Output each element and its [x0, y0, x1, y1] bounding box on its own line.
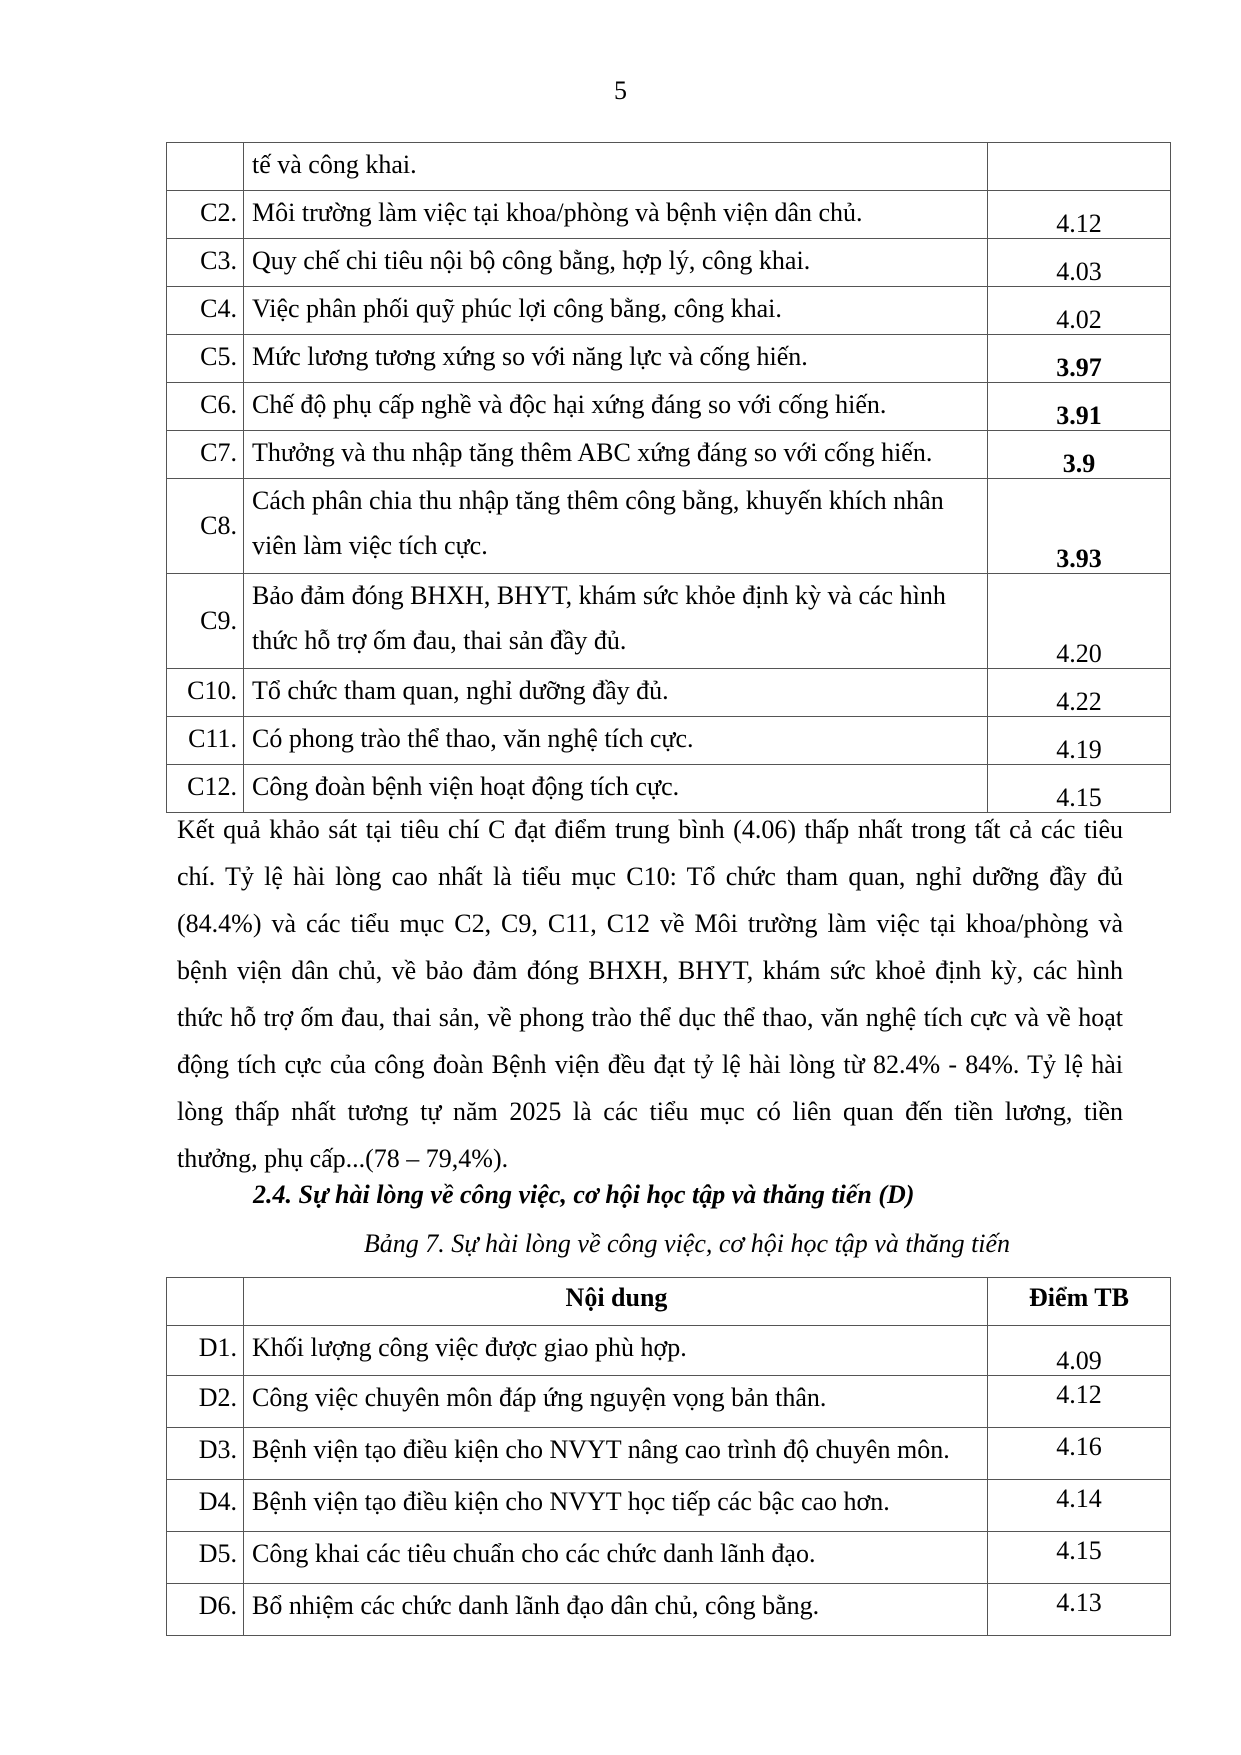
item-score: 3.91 — [988, 383, 1171, 431]
item-code: C9. — [167, 574, 244, 669]
item-score — [988, 143, 1171, 191]
table-row — [167, 1326, 1171, 1376]
results-paragraph: Kết quả khảo sát tại tiêu chí C đạt điểm trung bình (4.06) thấp nhất trong tất cả các tiêu chí. Tỷ lệ hài lòng cao nhất là tiểu mục C10: Tổ chức tham quan, nghỉ dưỡng đầy đủ (84.4%) và các tiểu mục C2, C9, C11, C12 về Môi trường làm việc tại khoa/phòng và bệnh viện dân chủ, về bảo đảm đóng BHXH, BHYT, khám sức khoẻ định kỳ, các hình thức hỗ trợ ốm đau, thai sản, về phong trào thể dục thể thao, văn nghệ tích cực và về hoạt động tích cực của công đoàn Bệnh viện đều đạt tỷ lệ hài lòng từ 82.4% - 84%. Tỷ lệ hài lòng thấp nhất tương tự năm 2025 là các tiểu mục có liên quan đến tiền lương, tiền thưởng, phụ cấp...(78 – 79,4%). — [177, 815, 1123, 1173]
item-content: Bệnh viện tạo điều kiện cho NVYT nâng cao trình độ chuyên môn. — [244, 1428, 988, 1480]
item-content: Việc phân phối quỹ phúc lợi công bằng, công khai. — [244, 287, 988, 335]
table-row — [167, 383, 1171, 431]
table-row — [167, 191, 1171, 239]
table-row — [167, 1584, 1171, 1636]
item-code: C6. — [167, 383, 244, 431]
item-score: 4.16 — [988, 1428, 1171, 1480]
item-score: 4.12 — [988, 191, 1171, 239]
item-code: D6. — [167, 1584, 244, 1636]
item-score: 3.93 — [988, 479, 1171, 574]
item-content: tế và công khai. — [244, 143, 988, 191]
criteria-c-table — [166, 142, 1171, 813]
item-code: D4. — [167, 1480, 244, 1532]
item-score: 4.15 — [988, 1532, 1171, 1584]
item-code: D1. — [167, 1326, 244, 1376]
item-content-line: Bảo đảm đóng BHXH, BHYT, khám sức khỏe định kỳ và các hình — [252, 581, 946, 610]
item-content: Mức lương tương xứng so với năng lực và cống hiến. — [244, 335, 988, 383]
item-score: 4.20 — [988, 574, 1171, 669]
table-row — [167, 287, 1171, 335]
item-score: 4.15 — [988, 765, 1171, 813]
item-code: C10. — [167, 669, 244, 717]
item-content: Có phong trào thể thao, văn nghệ tích cực. — [244, 717, 988, 765]
item-code: C12. — [167, 765, 244, 813]
table-row — [167, 574, 1171, 669]
section-heading: 2.4. Sự hài lòng về công việc, cơ hội học tập và thăng tiến (D) — [253, 1180, 915, 1209]
item-score: 4.13 — [988, 1584, 1171, 1636]
item-code: D3. — [167, 1428, 244, 1480]
item-score: 4.03 — [988, 239, 1171, 287]
item-content-line: viên làm việc tích cực. — [252, 531, 488, 560]
table-row — [167, 239, 1171, 287]
table-row — [167, 143, 1171, 191]
item-code: C7. — [167, 431, 244, 479]
table-row — [167, 1376, 1171, 1428]
item-score: 4.12 — [988, 1376, 1171, 1428]
item-content-line: thức hỗ trợ ốm đau, thai sản đầy đủ. — [252, 626, 627, 655]
item-code: C3. — [167, 239, 244, 287]
item-content: Bổ nhiệm các chức danh lãnh đạo dân chủ, công bằng. — [244, 1584, 988, 1636]
item-code: D5. — [167, 1532, 244, 1584]
header-code — [167, 1278, 244, 1326]
item-score: 4.22 — [988, 669, 1171, 717]
item-content — [244, 479, 988, 574]
item-content: Quy chế chi tiêu nội bộ công bằng, hợp lý, công khai. — [244, 239, 988, 287]
table-caption: Bảng 7. Sự hài lòng về công việc, cơ hội học tập và thăng tiến — [363, 1229, 1011, 1258]
item-score: 4.19 — [988, 717, 1171, 765]
table-row — [167, 669, 1171, 717]
table-row — [167, 431, 1171, 479]
item-code: C8. — [167, 479, 244, 574]
table-row — [167, 717, 1171, 765]
item-content: Tổ chức tham quan, nghỉ dưỡng đầy đủ. — [244, 669, 988, 717]
item-content — [244, 574, 988, 669]
item-score: 3.9 — [988, 431, 1171, 479]
table-row — [167, 1532, 1171, 1584]
item-content-line: Cách phân chia thu nhập tăng thêm công bằng, khuyến khích nhân — [252, 486, 944, 515]
item-content: Thưởng và thu nhập tăng thêm ABC xứng đáng so với cống hiến. — [244, 431, 988, 479]
item-score: 4.09 — [988, 1326, 1171, 1376]
header-content: Nội dung — [244, 1278, 988, 1326]
item-content: Chế độ phụ cấp nghề và độc hại xứng đáng so với cống hiến. — [244, 383, 988, 431]
item-content: Bệnh viện tạo điều kiện cho NVYT học tiếp các bậc cao hơn. — [244, 1480, 988, 1532]
item-content: Môi trường làm việc tại khoa/phòng và bệnh viện dân chủ. — [244, 191, 988, 239]
table-row — [167, 1480, 1171, 1532]
item-code: C2. — [167, 191, 244, 239]
table-row — [167, 479, 1171, 574]
item-code: C5. — [167, 335, 244, 383]
table-row — [167, 1428, 1171, 1480]
item-content: Công khai các tiêu chuẩn cho các chức danh lãnh đạo. — [244, 1532, 988, 1584]
item-score: 4.02 — [988, 287, 1171, 335]
table-row — [167, 335, 1171, 383]
page-number: 5 — [614, 76, 627, 105]
table-header-row — [167, 1278, 1171, 1326]
item-content: Khối lượng công việc được giao phù hợp. — [244, 1326, 988, 1376]
header-score: Điểm TB — [988, 1278, 1171, 1326]
criteria-d-table — [166, 1277, 1171, 1636]
item-content: Công việc chuyên môn đáp ứng nguyện vọng bản thân. — [244, 1376, 988, 1428]
item-content: Công đoàn bệnh viện hoạt động tích cực. — [244, 765, 988, 813]
item-code — [167, 143, 244, 191]
item-score: 4.14 — [988, 1480, 1171, 1532]
item-code: C11. — [167, 717, 244, 765]
item-code: D2. — [167, 1376, 244, 1428]
item-code: C4. — [167, 287, 244, 335]
item-score: 3.97 — [988, 335, 1171, 383]
